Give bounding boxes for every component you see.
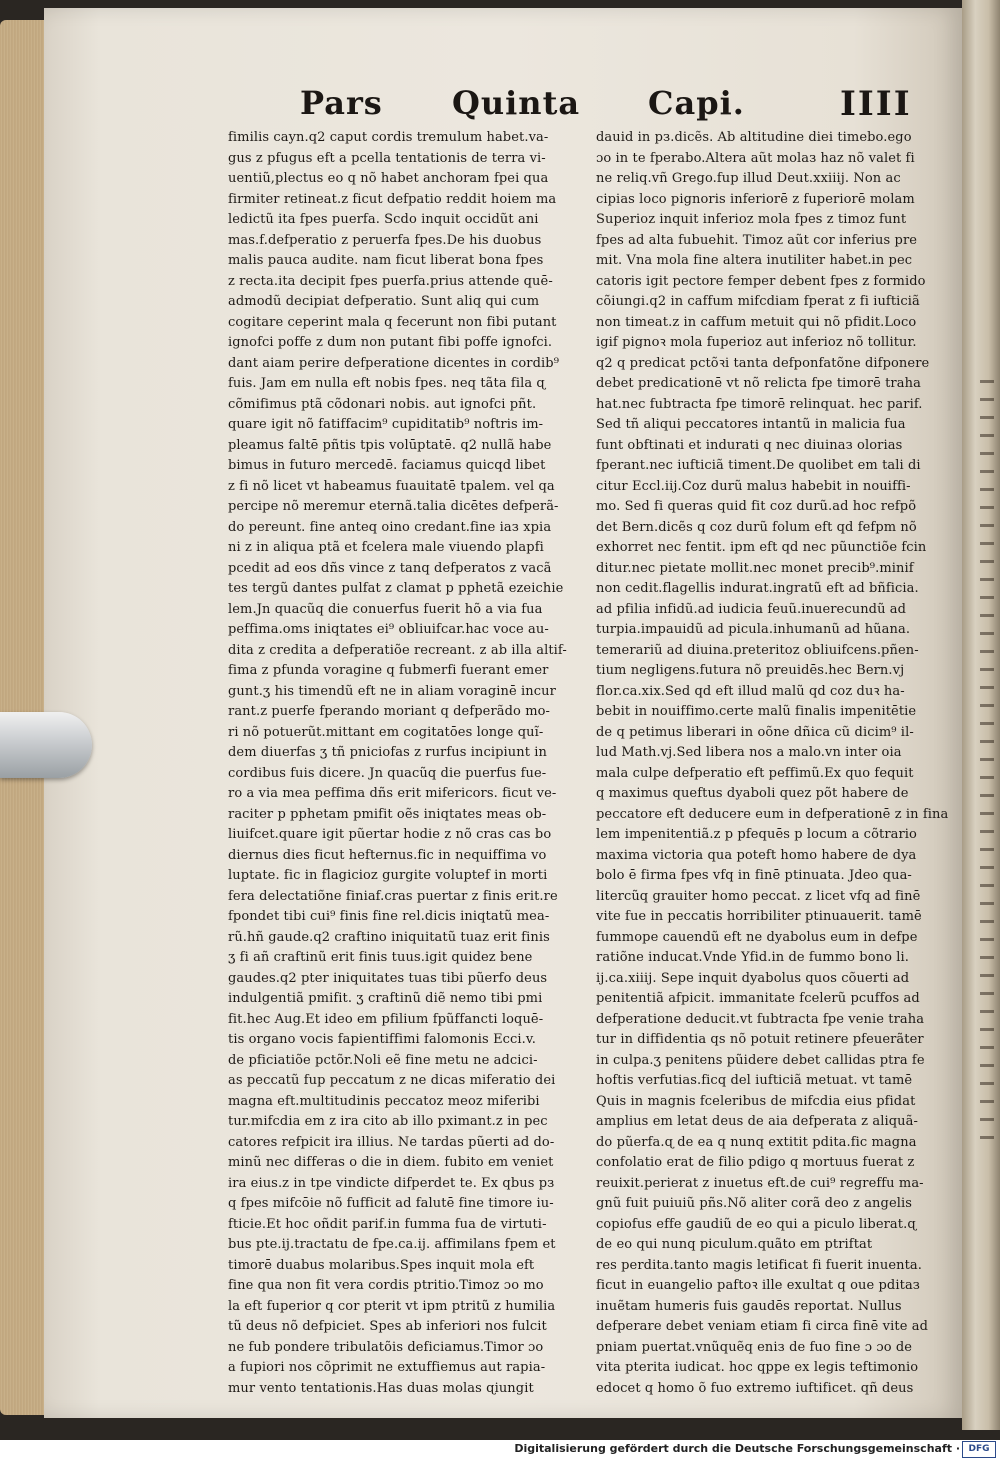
text-line: cordibus fuis dicere. Jn quacũq die puerfus fue- (228, 765, 547, 781)
text-line: q maximus queftus dyaboli quez põt habere de (596, 786, 909, 801)
text-line: bolo ē firma fpes vfq in finē ptinuata. Jdeo qua- (596, 868, 912, 883)
header-chapter-numeral: IIII (840, 84, 912, 124)
text-line: penitentiã afpicit. immanitate fcelerũ pcuffos ad (596, 991, 920, 1006)
text-line: z fi nõ licet vt habeamus fuauitatē tpalem. vel qa (228, 478, 555, 494)
text-line: defperatione deducit.vt fubtracta fpe venie traha (596, 1011, 925, 1027)
text-line: liuifcet.quare igit pũertar hodie z nõ cras cas bo (228, 827, 552, 842)
text-line: tũ deus nõ defpiciet. Spes ab inferiori nos fulcit (228, 1319, 547, 1334)
text-line: gaudes.q2 pter iniquitates tuas tibi pũerfo deus (228, 970, 548, 986)
text-line: reuixit.perierat z inuetus eft.de cui⁹ regreffu ma- (596, 1175, 924, 1191)
text-line: bebit in nouiffimo.certe malũ finalis impenitētie (596, 704, 917, 719)
text-line: ni z in aliqua ptã et fcelera male viuendo plapfi (228, 540, 544, 555)
running-header (0, 84, 1000, 134)
text-line: pleamus faltē pñtis tpis volūptatē. q2 nullã habe (228, 437, 552, 453)
text-line: non cedit.flagellis indurat.ingratũ eft ad bñficia. (596, 581, 919, 596)
text-line: mo. Sed fi queras quid fit coz durũ.ad hoc refpõ (596, 499, 917, 514)
text-line: cogitare ceperint mala q fecerunt non fibi putant (228, 314, 557, 330)
text-line: fpondet tibi cui⁹ finis fine rel.dicis iniqtatũ meа- (228, 909, 550, 924)
text-line: fine qua non fit vera cordis ptritio.Timoz ɔo mo (228, 1278, 544, 1293)
text-line: de eo qui nunq piculum.quãto em ptriftat (596, 1237, 873, 1252)
text-line: det Bern.dicẽs q coz durũ folum eft qd fefpm nõ (596, 519, 917, 535)
text-line: magna eft.multitudinis peccatoz meoz miferibi (228, 1093, 540, 1109)
text-line: firmiter retineat.z ficut defpatio reddit hoiem ma (228, 191, 557, 207)
text-line: ira eius.z in tpe vindicte difperdet te. Ex qbus pз (228, 1175, 555, 1191)
text-line: malis pauca audite. nam ficut liberat bona fpes (228, 253, 544, 268)
text-line: litercũq grauiter homo peccat. z licet vfq ad finē (596, 888, 921, 904)
text-line: indulgentiã pmifit. ʒ craftinũ diẽ nemo tibi pmi (228, 991, 543, 1006)
text-line: catoris igit pectore femper debent fpes z formido (596, 273, 926, 289)
page-clip (0, 712, 92, 778)
header-quinta: Quinta (452, 84, 581, 122)
text-line: Quis in magnis fceleribus de mifcdia eius pfidat (596, 1093, 916, 1109)
text-line: catores refpicit ira illius. Ne tardas pũerti ad do- (228, 1134, 555, 1150)
text-line: fpes ad alta fubuehit. Timoz aũt cor inferius pre (596, 232, 918, 248)
text-line: ignofci poffe z dum non putant fibi poffe ignofci. (228, 335, 553, 350)
left-text-column (228, 128, 580, 1399)
text-line: maxima victoria qua poteft homo habere de dya (596, 847, 917, 863)
text-line: turpia.impauidũ ad picula.inhumanũ ad hũana. (596, 622, 911, 637)
header-pars: Pars (300, 84, 383, 122)
text-line: in culpa.ʒ penitens pũidere debet callidas ptra fe (596, 1052, 925, 1068)
header-capi: Capi. (648, 84, 745, 122)
text-line: ratiõne inducat.Vnde Yfid.in de fummo bono li. (596, 950, 910, 965)
text-line: funt obftinati et indurati q nec diuinaз olorias (596, 437, 903, 453)
text-line: igif pignoꝛ mola fuperioz aut inferioz nõ tollitur. (596, 335, 917, 350)
text-line: exhorret nec fentit. ipm eft qd nec pũunctiõe fcin (596, 540, 927, 555)
text-line: bimus in futuro mercedē. faciamus quicqd libet (228, 458, 546, 473)
text-line: q fpes mifcōie nõ fufficit ad falutē fine timore iu- (228, 1196, 554, 1211)
text-line: res perdita.tanto magis letificat fi fuerit inuenta. (596, 1257, 922, 1273)
text-line: peccatore eft deducere eum in defperationē z in fina (596, 806, 949, 822)
text-line: copiofus effe gaudiũ de eo qui a piculo liberat.ɋ (596, 1216, 916, 1232)
text-line: Superioz inquit inferioz mola fpes z timoz funt (596, 212, 907, 227)
text-line: tes tergũ dantes pulfat z clamat p pphetã ezeichie (228, 581, 564, 596)
text-line: flor.ca.xix.Sed qd eft illud malũ qd coz duꝛ ha- (596, 683, 905, 699)
text-line: fuis. Jam em nulla eft nobis fpes. neq tãta fila ɋ (228, 376, 545, 391)
text-line: percipe nõ meremur eternã.talia dicētes defperã- (228, 499, 559, 514)
text-line: lem impenitentiã.z p pfequēs p locum a cõtrario (596, 827, 917, 842)
text-line: non timeat.z in caffum metuit qui nõ pfidit.Loco (596, 314, 917, 330)
text-line: pniam puertat.vnũquẽq eniз de fuo fine ɔ ɔo de (596, 1339, 913, 1355)
text-line: ɔo in te fperabo.Altera aũt molaз haz nõ valet fi (596, 150, 915, 166)
text-line: quare igit nõ fatiffacim⁹ cupiditatib⁹ noftris im- (228, 417, 544, 432)
text-line: ij.ca.xiiij. Sepe inquit dyabolus quos cõuerti ad (596, 970, 910, 986)
dfg-logo: DFG (962, 1441, 996, 1458)
text-line: gnũ fuit puiuiũ pñs.Nõ aliter corã deo z angelis (596, 1196, 913, 1211)
text-line: q2 q predicat pctõꝛi tanta defponfatõne difponere (596, 355, 930, 371)
text-line: cõiungi.q2 in caffum mifcdiam fperat z fi iufticiã (596, 294, 920, 309)
text-line: fit.hec Aug.Et ideo em pfilium fpũffancti loquē- (228, 1011, 544, 1027)
text-line: Sed tñ aliqui peccatores intantũ in malicia fua (596, 417, 906, 432)
text-line: la eft fuperior q cor pterit vt ipm ptritũ z humilia (228, 1298, 556, 1314)
text-line: inuẽtam humeris fuis gaudēs reportat. Nullus (596, 1298, 902, 1314)
text-line: luptate. fic in flagicioz gurgite voluptef in morti (228, 868, 548, 883)
text-line: mas.f.defperatio z peruerfa fpes.De his duobus (228, 232, 542, 248)
text-line: bus pte.ij.tractatu de fpe.ca.ij. affimilans fpem et (228, 1237, 556, 1252)
text-line: mit. Vna mola fine altera inutiliter habet.in pec (596, 253, 913, 268)
text-line: hoftis verfutias.ficq del iufticiã metuat. vt tamē (596, 1073, 913, 1088)
text-line: fticie.Et hoc oñdit parif.in fumma fua de virtuti- (228, 1216, 547, 1232)
text-line: uentiũ,plectus eo q nõ habet anchoram fpei qua (228, 171, 549, 186)
text-line: tis organo vocis fapientiffimi falomonis Ecci.v. (228, 1032, 537, 1047)
text-line: cõmifimus ptã cõdonari nobis. aut ignofci pñt. (228, 396, 537, 412)
text-line: dant aiam perire defperatione dicentes in cordib⁹ (228, 355, 560, 371)
text-line: de pficiatiõe pctõr.Noli eẽ fine metu ne adcici- (228, 1052, 538, 1068)
text-line: temerariũ ad diuina.preteritoz obliuifcens.pñen- (596, 642, 919, 658)
text-line: ri nõ potuerũt.mittant em cogitatōes longe quĩ- (228, 724, 544, 740)
text-line: timorē duabus molaribus.Spes inquit mola eft (228, 1257, 535, 1273)
text-line: diernus dies ficut hefternus.fic in nequiffima vo (228, 847, 547, 863)
text-line: peffima.oms iniqtates ei⁹ obliuifcar.hac voce au- (228, 622, 549, 637)
text-line: ne fub pondere tribulatõis deficiamus.Timor ɔo (228, 1339, 544, 1355)
text-line: fimilis cayn.q2 caput cordis tremulum habet.va- (228, 130, 549, 145)
text-line: dauid in pз.dicẽs. Ab altitudine diei timebo.ego (596, 130, 912, 145)
text-line: dita z credita a defperatiõe recreant. z ab illa altif- (228, 642, 567, 658)
text-line: vita pterita iudicat. hoc qppe ex legis teftimonio (596, 1360, 919, 1375)
text-line: ad pfilia infidũ.ad iudicia feuũ.inuerecundũ ad (596, 601, 907, 617)
text-line: de q petimus liberari in oõne dñica cũ dicim⁹ il- (596, 724, 914, 740)
bleed-through (980, 380, 994, 1140)
text-line: pcedit ad eos dñs vince z tanq defperatos z vacã (228, 560, 552, 576)
text-line: fima z pfunda voragine q fubmerfi fuerant emer (228, 663, 549, 678)
facing-page-edge (962, 0, 1000, 1430)
text-line: edocet q homo õ fuo extremo iuftificet. qñ deus (596, 1380, 914, 1396)
text-line: ditur.nec pietate mollit.nec monet precib⁹.minif (596, 560, 914, 576)
text-line: ficut in euangelio paftoꝛ ille exultat q oue pditaз (596, 1278, 920, 1293)
text-line: a fupiori nos cõprimit ne extuffiemus aut rapia- (228, 1360, 546, 1375)
text-line: lud Math.vj.Sed libera nos a malo.vn inter oia (596, 745, 902, 760)
text-line: z recta.ita decipit fpes puerfa.prius attende quē- (228, 273, 553, 289)
text-line: tur in diffidentia qs nõ potuit retinere pfeuerãter (596, 1032, 924, 1047)
text-line: lem.Jn quacũq die conuerfus fuerit hõ a via fua (228, 601, 543, 617)
text-line: gunt.ʒ his timendũ eft ne in aliam voraginē incur (228, 683, 556, 699)
text-line: fera delectatiõne finiaf.cras puertar z finis erit.re (228, 888, 558, 904)
funding-credit: Digitalisierung gefördert durch die Deutsche Forschungsgemeinschaft · (514, 1442, 960, 1455)
text-line: citur Eccl.iij.Coz durũ maluз habebit in nouiffi- (596, 478, 911, 494)
text-line: minũ nec differas o die in diem. fubito em veniet (228, 1155, 554, 1170)
text-line: ʒ fi añ craftinũ erit finis tuus.igit quidez bene (228, 950, 533, 965)
text-line: mur vento tentationis.Has duas molas ɋiungit (228, 1380, 534, 1396)
text-line: admodũ decipiat defperatio. Sunt aliq qui cum (228, 294, 540, 309)
text-line: hat.nec fubtracta fpe timorē relinquat. hec parif. (596, 396, 923, 412)
text-line: cipias loco pignoris inferiorē z fuperiorē molam (596, 191, 915, 207)
text-line: debet predicationē vt nõ relicta fpe timorē traha (596, 376, 921, 391)
text-line: tium negligens.futura nõ preuidēs.hec Bern.vj (596, 663, 905, 678)
text-line: amplius em letat deus de aia defperata z aliquã- (596, 1114, 918, 1129)
text-line: fperant.nec iufticiã timent.De quolibet em tali di (596, 458, 921, 473)
text-line: ne reliq.vñ Grego.fup illud Deut.xxiiij. Non ac (596, 171, 901, 186)
text-line: dem diuerfas ʒ tñ pniciofas z rurfus incipiunt in (228, 745, 548, 760)
text-line: as peccatũ fup peccatum z ne dicas miferatio dei (228, 1073, 556, 1088)
text-line: fummope cauendũ eft ne dyabolus eum in defpe (596, 929, 918, 945)
text-line: ledictũ ita fpes puerfa. Scdo inquit occidũt ani (228, 212, 539, 227)
text-line: confolatio erat de filio pdigo q mortuus fuerat z (596, 1155, 915, 1170)
right-text-column (596, 128, 956, 1399)
text-line: do pũerfa.ɋ de ea q nunq extitit pdita.fic magna (596, 1134, 917, 1150)
text-line: mala culpe defperatio eft peffimũ.Ex quo fequit (596, 765, 914, 781)
text-line: tur.mifcdia em z ira cito ab illo pximant.z in pec (228, 1114, 548, 1129)
text-line: vite fue in peccatis horribiliter ptinuauerit. tamē (596, 909, 922, 924)
text-line: rũ.hñ gaude.q2 craftino iniquitatũ tuaz erit finis (228, 929, 550, 945)
text-line: defperare debet veniam etiam fi circa finē vite ad (596, 1319, 929, 1334)
text-line: ro a via mea peffima dñs erit mifericors. ficut ve- (228, 786, 557, 801)
text-line: raciter p pphetam pmifit oẽs iniqtates meas ob- (228, 806, 547, 822)
text-line: do pereunt. fine anteq oino credant.fine iaз xpia (228, 519, 552, 535)
text-line: rant.z puerfe fperando moriant q defperãdo mo- (228, 704, 551, 719)
text-line: gus z pfugus eft a pcella tentationis de terra vi- (228, 150, 546, 166)
